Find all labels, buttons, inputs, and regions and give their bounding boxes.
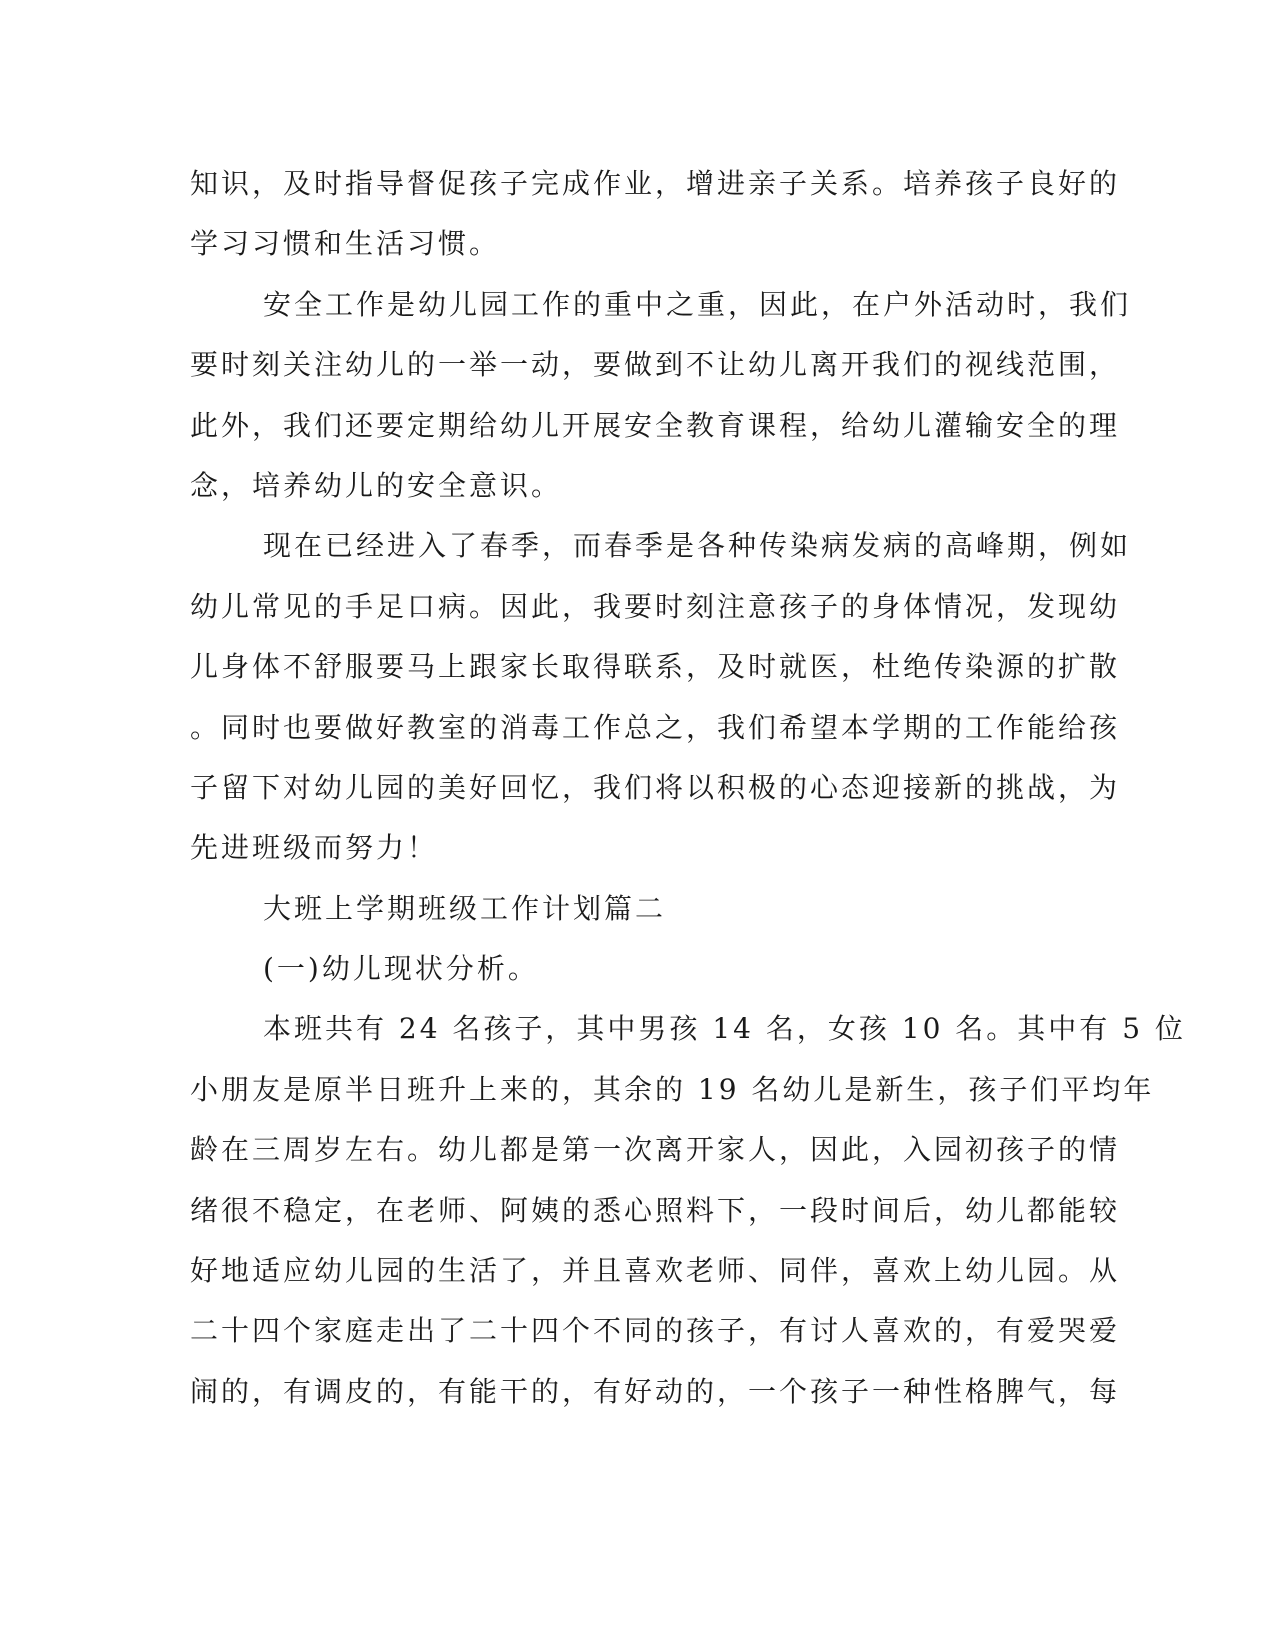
text-line: 幼儿常见的手足口病。因此，我要时刻注意孩子的身体情况，发现幼 — [190, 589, 1121, 623]
text-line: 闹的，有调皮的，有能干的，有好动的，一个孩子一种性格脾气，每 — [190, 1374, 1121, 1408]
paragraph-first-line: 现在已经进入了春季，而春季是各种传染病发病的高峰期，例如 — [263, 529, 1132, 563]
document-body — [190, 164, 1186, 1432]
paragraph-first-line: (一)幼儿现状分析。 — [263, 952, 539, 986]
text-line: 学习习惯和生活习惯。 — [190, 227, 501, 261]
paragraph-first-line: 安全工作是幼儿园工作的重中之重，因此，在户外活动时，我们 — [263, 287, 1132, 321]
text-line: 好地适应幼儿园的生活了，并且喜欢老师、同伴，喜欢上幼儿园。从 — [190, 1254, 1121, 1288]
text-line: 子留下对幼儿园的美好回忆，我们将以积极的心态迎接新的挑战，为 — [190, 770, 1121, 804]
text-line: 龄在三周岁左右。幼儿都是第一次离开家人，因此，入园初孩子的情 — [190, 1133, 1121, 1167]
paragraph-first-line: 大班上学期班级工作计划篇二 — [263, 891, 667, 925]
text-line: 二十四个家庭走出了二十四个不同的孩子，有讨人喜欢的，有爱哭爱 — [190, 1314, 1121, 1348]
text-line: 小朋友是原半日班升上来的，其余的 19 名幼儿是新生，孩子们平均年 — [190, 1072, 1155, 1106]
text-line: 念，培养幼儿的安全意识。 — [190, 468, 563, 502]
text-line: 此外，我们还要定期给幼儿开展安全教育课程，给幼儿灌输安全的理 — [190, 408, 1121, 442]
paragraph-first-line: 本班共有 24 名孩子，其中男孩 14 名，女孩 10 名。其中有 5 位 — [263, 1012, 1186, 1046]
text-line: 儿身体不舒服要马上跟家长取得联系，及时就医，杜绝传染源的扩散 — [190, 650, 1121, 684]
text-line: 要时刻关注幼儿的一举一动，要做到不让幼儿离开我们的视线范围， — [190, 348, 1121, 382]
text-line: 。同时也要做好教室的消毒工作总之，我们希望本学期的工作能给孩 — [190, 710, 1121, 744]
text-line: 先进班级而努力！ — [190, 831, 439, 865]
text-line: 知识，及时指导督促孩子完成作业，增进亲子关系。培养孩子良好的 — [190, 167, 1121, 200]
text-line: 绪很不稳定，在老师、阿姨的悉心照料下，一段时间后，幼儿都能较 — [190, 1193, 1121, 1227]
